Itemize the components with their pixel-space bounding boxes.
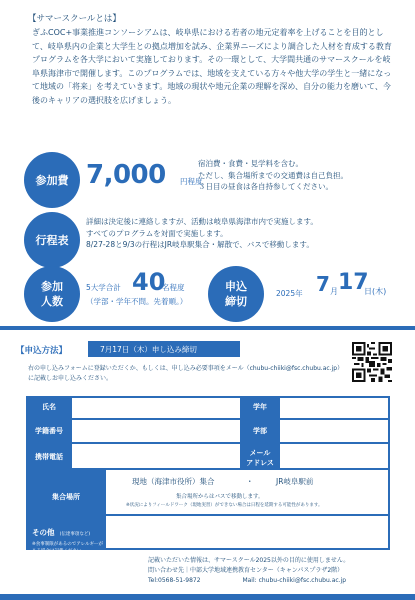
venue-option-1[interactable]: 現地（海津市役所）集合 (132, 477, 215, 486)
deadline-year: 2025年 (276, 289, 303, 298)
phone-label: 携帯電話 (35, 453, 63, 461)
itinerary-badge (24, 212, 80, 268)
deadline-month-unit: 月 (330, 287, 338, 296)
deadline-day-unit: 日(木) (364, 287, 387, 296)
phone-field[interactable] (72, 444, 240, 468)
student-id-label: 学籍番号 (35, 427, 63, 435)
section-divider (0, 326, 415, 330)
email-label (240, 448, 280, 468)
itinerary-note: すべてのプログラムを対面で実施します。 (86, 228, 228, 238)
other-title: その他 (32, 528, 55, 537)
itinerary-note: 詳細は決定後に連絡しますが、活動は岐阜県海津市内で実施します。 (86, 217, 318, 226)
other-sub: (伝達事項など) (59, 532, 91, 537)
itinerary-note: 8/27-28と9/3の行程はJR岐阜駅集合・解散で、バスで移動します。 (86, 240, 314, 249)
application-form (26, 396, 390, 554)
contact-details (148, 576, 408, 586)
deadline-badge (208, 266, 264, 322)
grade-field[interactable] (280, 398, 388, 418)
application-note (28, 364, 348, 383)
intro-body: ぎふCOC+事業推進コンソーシアムは、岐阜県における若者の地元定着率を上げることを目的として、岐阜県内の企業と大学生との拠点増加を試み、企業界ニーズにより調合した人材を育成する教育プログラムを各大学において実施しております。その一環として、大学間共通のサマースクールを岐阜県海津市で開催します。このプログラムでは、地域を支えている方々や他大学の学生と一緒になって地域の「将来」を考えていきます。地域の現状や地元企業の理解を深め、自分の能力を磨いて、今後のキャリアの選択肢を広げましょう。 (32, 28, 392, 105)
capacity-number: 40 (132, 268, 166, 296)
capacity-label-2: 人数 (41, 295, 63, 308)
contact-mail[interactable]: Mail: chubu-chiiki@fsc.chubu.ac.jp (242, 577, 347, 584)
meeting-field (106, 470, 388, 514)
fee-note: 宿泊費・食費・見学料を含む。 (198, 159, 303, 168)
fee-label: 参加費 (35, 174, 69, 187)
intro-title: 【サマースクールとは】 (28, 14, 121, 24)
deadline-label-2: 締切 (225, 295, 247, 308)
fee-note: ３日目の昼食は各自持参してください。 (198, 182, 333, 191)
capacity-badge (24, 266, 80, 322)
deadline-banner-text: 7月17日（木）申し込み締切 (100, 344, 197, 354)
contact-tel: Tel:0568-51-9872 (148, 577, 201, 584)
fee-note: ただし、集合場所までの交通費は自己負担。 (198, 170, 348, 180)
deadline-month: 7 (316, 272, 330, 296)
other-note: ※食事制限があるのでアレルギーがある場合は記載ください (32, 542, 103, 554)
application-title: 【申込方法】 (16, 346, 68, 356)
qr-code-icon[interactable] (352, 342, 392, 382)
grade-label: 学年 (253, 403, 267, 411)
itinerary-label: 行程表 (35, 234, 69, 247)
bottom-bar (0, 594, 415, 600)
name-label: 氏名 (42, 403, 56, 411)
fee-unit: 円程度 (180, 177, 203, 186)
application-note-line: 右の申し込みフォームに登録いただくか、もしくは、申し込み必要事項をメール（chubu-chiiki@fsc.chubu.ac.jp） (28, 365, 344, 372)
deadline-banner (88, 341, 240, 357)
deadline-label-1: 申込 (225, 280, 247, 293)
email-label-1: メール (249, 449, 271, 457)
capacity-note: （学部・学年不問。先着順。） (86, 297, 188, 306)
privacy-note: 記載いただいた情報は、サマースクール2025以外の目的に使用しません。 (148, 557, 350, 564)
venue-option-2[interactable]: JR岐阜駅前 (276, 477, 314, 486)
other-field[interactable] (106, 516, 388, 548)
student-id-field[interactable] (72, 420, 240, 442)
meeting-label: 集合場所 (52, 493, 80, 501)
deadline-day: 17 (338, 270, 369, 295)
contact-info: 問い合わせ先｜中部大学地域連携教育センター（キャンパスプラザ2階） (148, 567, 344, 574)
email-field[interactable] (280, 444, 388, 468)
application-note-line: に記載しお申し込みください。 (28, 374, 113, 382)
capacity-suffix: 名程度 (162, 283, 185, 292)
name-field[interactable] (72, 398, 240, 418)
faculty-field[interactable] (280, 420, 388, 442)
fee-notes (198, 158, 398, 193)
venue-note: 集合場所からはバスで移動します。 (176, 494, 264, 500)
email-label-2: アドレス (246, 459, 274, 467)
venue-note-2: ※状況によりフィールドワーク（現地実習）ができない場合は日程を延期する可能性があります。 (126, 503, 323, 508)
fee-badge (24, 152, 80, 208)
capacity-label-1: 参加 (41, 280, 63, 293)
other-label (32, 520, 104, 555)
footer (148, 556, 408, 586)
capacity-prefix: 5大学合計 (86, 283, 121, 292)
fee-price: 7,000 (86, 160, 166, 190)
venue-separator: ・ (246, 477, 254, 486)
faculty-label: 学部 (253, 427, 267, 435)
itinerary-notes (86, 216, 406, 251)
